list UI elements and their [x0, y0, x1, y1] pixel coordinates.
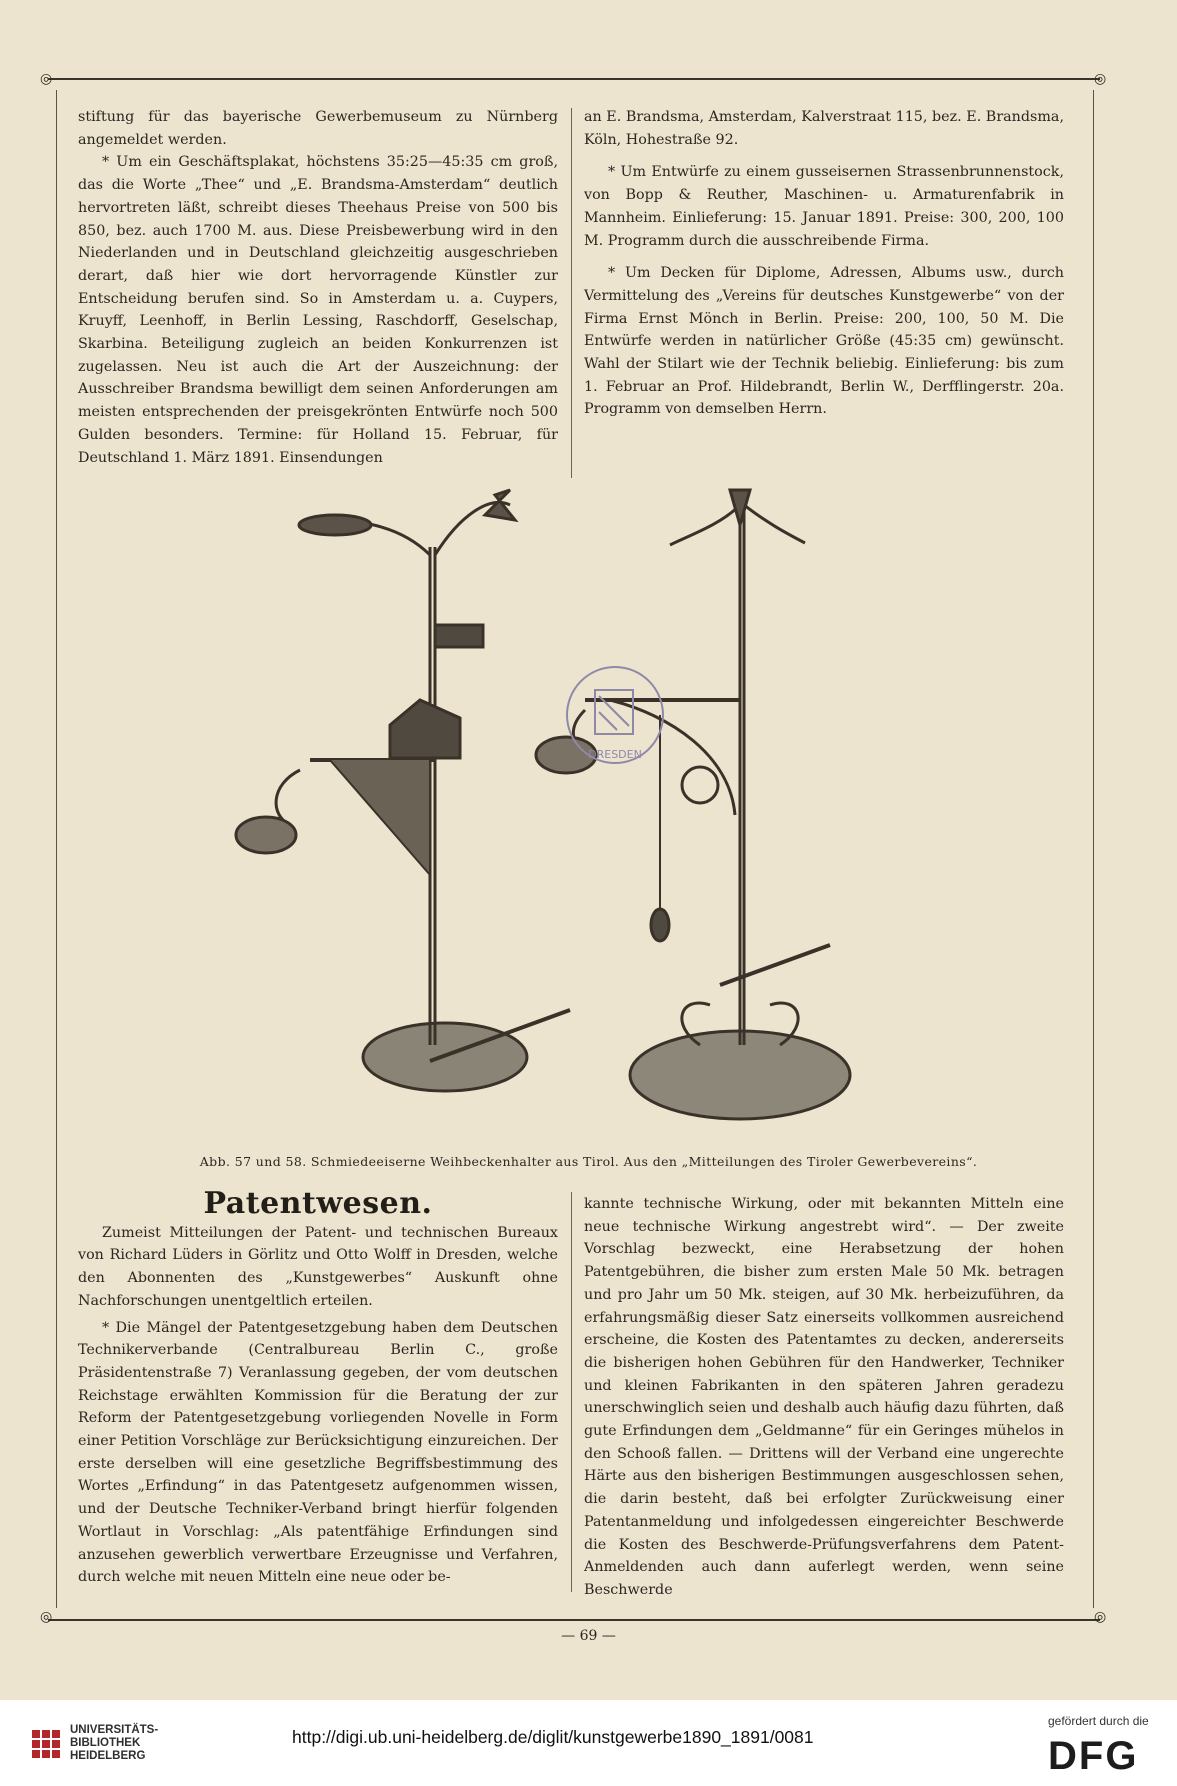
holder-right-figure	[536, 490, 850, 1119]
university-library-logo-icon	[28, 1724, 68, 1774]
column-divider	[571, 108, 572, 478]
column-right-bottom	[584, 1193, 1064, 1602]
corner-ornament-icon: ◎	[40, 71, 53, 87]
paragraph: kannte technische Wirkung, oder mit bekannten Mitteln eine neue technische Wirkung angestrebt wird“. — Der zweite Vorschlag bezweckt, eine Herabsetzung der hohen Patentgebühren, die bisher zum ersten Male 50 Mk. betragen und pro Jahr um 50 Mk. steigen, auf 30 Mk. herbeizuführen, da erfahrungsmäßig dieser Satz einerseits vollkommen ausreichend erscheine, die Kosten des Patentamtes zu decken, andererseits die bisherigen hohen Gebühren für den Handwerker, Techniker und kleinen Fabrikanten in den späteren Jahren geradezu unerschwinglich seien und deshalb auch häufig dazu führten, daß gute Erfindungen dem „Geldmanne“ für ein Geringes mühelos in den Schooß fallen. — Drittens will der Verband eine ungerechte Härte aus den bisherigen Bestimmungen ausgeschlossen sehen, die darin besteht, daß bei erfolgter Zurückweisung einer Patentanmeldung und infolgedessen eingereichter Beschwerde die Kosten des Beschwerde-Prüfungsverfahrens dem Patent-Anmeldenden auch dann auferlegt werden, wenn seine Beschwerde	[584, 1196, 1064, 1598]
library-stamp	[555, 660, 675, 770]
library-name	[70, 1724, 158, 1763]
page-url-link[interactable]: http://digi.ub.uni-heidelberg.de/diglit/kunstgewerbe1890_1891/0081	[292, 1727, 814, 1747]
frame-rule-left	[56, 90, 57, 1608]
paragraph: * Um ein Geschäftsplakat, höchstens 35:25—45:35 cm groß, das die Worte „Thee“ und „E. Brandsma-Amsterdam“ deutlich hervortreten läßt, schreibt dieses Theehaus Preise von 500 bis 850, bez. auch 1700 M. aus. Diese Preisbewerbung wird in den Niederlanden und in Deutschland gleichzeitig ausgeschrieben derart, daß hier wie dort hervorragende Künstler zur Entscheidung berufen sind. So in Amsterdam u. a. Cuypers, Kruyff, Leenhoff, in Berlin Lessing, Raschdorff, Geselschap, Skarbina. Beteiligung zugleich an beiden Konkurrenzen ist zugelassen. Neu ist auch die Art der Auszeichnung: der Ausschreiber Brandsma bewilligt dem seinen Anforderungen am meisten entsprechenden der preisgekrönten Entwürfe noch 500 Gulden besonders. Termine: für Holland 15. Februar, für Deutschland 1. März 1891. Einsendungen	[78, 154, 558, 466]
paragraph: stiftung für das bayerische Gewerbemuseum zu Nürnberg angemeldet werden.	[78, 109, 558, 148]
paragraph: * Um Decken für Diplome, Adressen, Albums usw., durch Vermittelung des „Vereins für deutsches Kunstgewerbe“ von der Firma Ernst Mönch in Berlin. Preise: 200, 100, 50 M. Die Entwürfe werden in natürlicher Größe (45:35 cm) gewünscht. Wahl der Stilart wie der Technik beliebig. Einlieferung: bis zum 1. Februar an Prof. Hildebrandt, Berlin W., Derfflingerstr. 20a. Programm von demselben Herrn.	[584, 265, 1064, 418]
column-right-top	[584, 106, 1064, 421]
column-divider	[571, 1192, 572, 1592]
paragraph: Zumeist Mitteilungen der Patent- und technischen Bureaux von Richard Lüders in Görlitz und Otto Wolff in Dresden, welche den Abonnenten des „Kunstgewerbes“ Auskunft ohne Nachforschungen unentgeltlich erteilen.	[78, 1224, 558, 1309]
illustration-holy-water-holders	[230, 485, 1100, 1135]
paragraph: * Die Mängel der Patentgesetzgebung haben dem Deutschen Technikerverbande (Centralbureau Berlin C., große Präsidentenstraße 7) Veranlassung gegeben, der vom deutschen Reichstage erwählten Kommission für die Beratung der zur Reform der Patentgesetzgebung vorliegenden Novelle in Form einer Petition Vorschläge zur Berücksichtigung einzureichen. Der erste derselben will eine gesetzliche Begriffsbestimmung des Wortes „Erfindung“ in das Patentgesetz aufgenommen wissen, und der Deutsche Techniker-Verband bringt hierfür folgenden Wortlaut in Vorschlag: „Als patentfähige Erfindungen sind anzusehen gewerblich verwertbare Erzeugnisse und Verfahren, durch welche mit neuen Mitteln eine neue oder be-	[78, 1319, 558, 1586]
viewer-footer	[0, 1700, 1177, 1786]
column-left-bottom	[78, 1186, 558, 1589]
library-name-line: UNIVERSITÄTS-	[70, 1724, 159, 1736]
section-title: Patentwesen.	[203, 1186, 433, 1221]
dfg-logo: DFG	[1048, 1734, 1139, 1778]
corner-ornament-icon: ◎	[1094, 71, 1107, 87]
library-name-line: HEIDELBERG	[70, 1750, 146, 1762]
library-name-line: BIBLIOTHEK	[70, 1737, 141, 1749]
holder-left-figure	[236, 490, 570, 1091]
column-left-top	[78, 106, 558, 469]
corner-ornament-icon: ◎	[1094, 1609, 1107, 1625]
paragraph: * Um Entwürfe zu einem gusseisernen Strassenbrunnenstock, von Bopp & Reuther, Maschinen- u. Armaturenfabrik in Mannheim. Einlieferung: 15. Januar 1891. Preise: 300, 200, 100 M. Programm durch die ausschreibende Firma.	[584, 164, 1064, 249]
funding-label: gefördert durch die	[1048, 1714, 1149, 1728]
stamp-label: DRESDEN	[588, 748, 642, 761]
paragraph: an E. Brandsma, Amsterdam, Kalverstraat 115, bez. E. Brandsma, Köln, Hohestraße 92.	[584, 109, 1064, 148]
page-number: — 69 —	[561, 1628, 616, 1644]
corner-ornament-icon: ◎	[40, 1609, 53, 1625]
figure-caption: Abb. 57 und 58. Schmiedeeiserne Weihbeckenhalter aus Tirol. Aus den „Mitteilungen des Tiroler Gewerbevereins“.	[199, 1154, 978, 1169]
